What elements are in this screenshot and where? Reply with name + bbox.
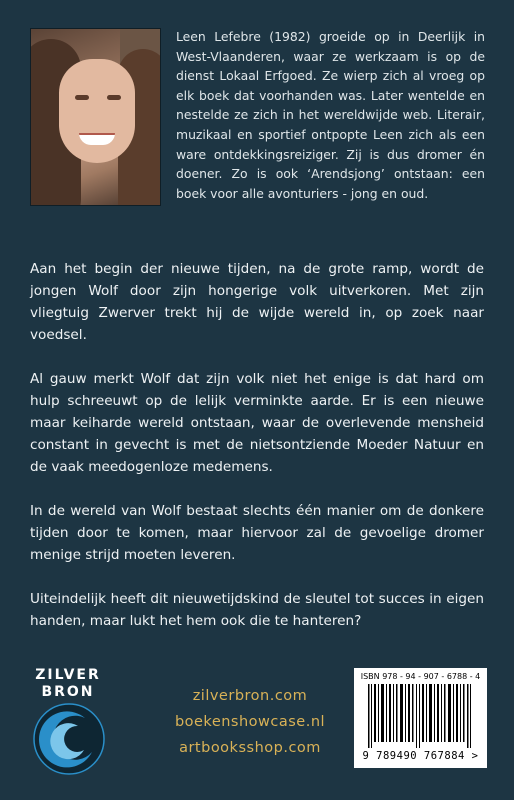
link-artbooksshop[interactable]: artbooksshop.com (179, 740, 321, 756)
link-zilverbron[interactable]: zilverbron.com (192, 688, 308, 704)
isbn-digits: 9 789490 767884 > (362, 750, 479, 762)
publisher-logo-line1: ZILVER (35, 667, 101, 683)
publisher-logo-icon (30, 700, 108, 778)
blurb-paragraph-2: Al gauw merkt Wolf dat zijn volk niet het enige is dat hard om hulp schreeuwt op de lelijk verminkte aarde. Er is een nieuwe maar keiharde wereld ontstaan, waar de overlevende mensheid constant in gevecht is met de nietsontziende Moeder Natuur en de vaak meedogenloze medemens. (30, 371, 484, 475)
book-blurb (30, 258, 484, 654)
blurb-paragraph-3: In de wereld van Wolf bestaat slechts één manier om de donkere tijden door te komen, maar hiervoor zal de gevoelige dromer menige strijd moeten leveren. (30, 503, 484, 563)
isbn-label: ISBN 978 - 94 - 907 - 6788 - 4 (360, 672, 481, 681)
author-photo (30, 28, 161, 206)
publisher-logo-line2: BRON (41, 684, 95, 700)
link-boekenshowcase[interactable]: boekenshowcase.nl (174, 714, 326, 730)
blurb-paragraph-1: Aan het begin der nieuwe tijden, na de grote ramp, wordt de jongen Wolf door zijn hongerige volk uitverkoren. Met zijn vliegtuig Zwerver trekt hij de wijde wereld in, op zoek naar voedsel. (30, 261, 484, 343)
author-bio: Leen Lefebre (1982) groeide op in Deerlijk in West-Vlaanderen, waar ze werkzaam is op de dienst Lokaal Erfgoed. Ze wierp zich al vroeg op elk boek dat voorhanden was. Later wentelde en nestelde ze zich in het wereldwijde web. Literair, muzikaal en sportief ontpopte Leen zich als een ware ontdekkingsreiziger. Zij is dus dromer én doener. Zo is ook ‘Arendsjong’ ontstaan: een boek voor alle avonturiers - jong en oud. (176, 29, 485, 201)
barcode-bars-icon (368, 684, 473, 748)
isbn-barcode (354, 668, 487, 768)
blurb-paragraph-4: Uiteindelijk heeft dit nieuwetijdskind de sleutel tot succes in eigen handen, maar lukt het hem ook die te hanteren? (30, 591, 484, 629)
